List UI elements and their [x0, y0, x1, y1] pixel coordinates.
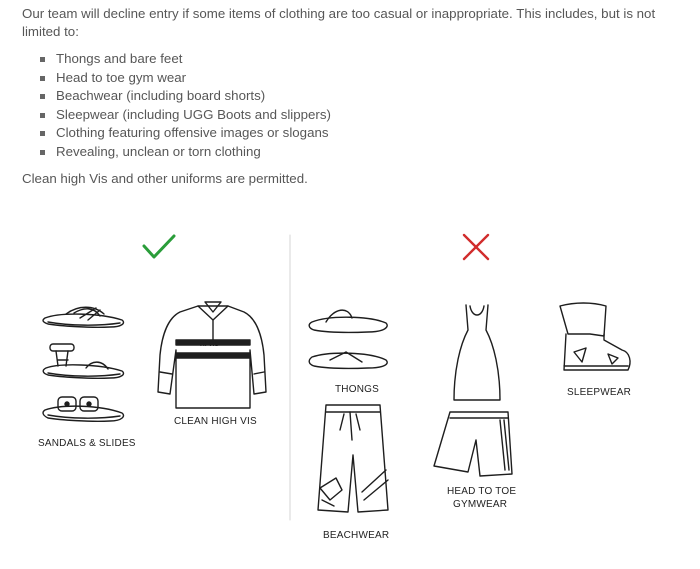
- list-item: Sleepwear (including UGG Boots and slippers): [40, 106, 331, 125]
- list-item: Clothing featuring offensive images or slogans: [40, 124, 331, 143]
- list-item: Revealing, unclean or torn clothing: [40, 143, 331, 162]
- uniform-note: Clean high Vis and other uniforms are permitted.: [22, 171, 308, 186]
- thongs-illustration: [309, 310, 387, 368]
- list-item: Thongs and bare feet: [40, 50, 331, 69]
- list-item: Head to toe gym wear: [40, 69, 331, 88]
- shirt-hi-vis-label: HI VIS: [200, 341, 219, 348]
- cross-icon: [464, 235, 488, 259]
- sleepwear-caption: SLEEPWEAR: [567, 387, 632, 398]
- list-item: Beachwear (including board shorts): [40, 87, 331, 106]
- gym-shorts-illustration: [434, 412, 512, 476]
- singlet-illustration: [454, 305, 500, 400]
- sandals-slides-illustration: [43, 307, 123, 421]
- ugg-boot-illustration: [560, 303, 630, 370]
- beachwear-caption: BEACHWEAR: [323, 530, 390, 541]
- board-shorts-illustration: [318, 405, 388, 512]
- clean-high-vis-caption: CLEAN HIGH VIS: [174, 416, 257, 427]
- thongs-caption: THONGS: [335, 384, 379, 395]
- gymwear-caption: GYMWEAR: [453, 499, 508, 510]
- head-to-toe-caption: HEAD TO TOE: [447, 486, 517, 497]
- intro-text: Our team will decline entry if some items of clothing are too casual or inappropriate. This includes, but is not limited to:: [22, 6, 656, 39]
- sandals-slides-caption: SANDALS & SLIDES: [38, 438, 136, 449]
- hi-vis-shirt-illustration: [158, 302, 266, 408]
- check-icon: [144, 236, 174, 257]
